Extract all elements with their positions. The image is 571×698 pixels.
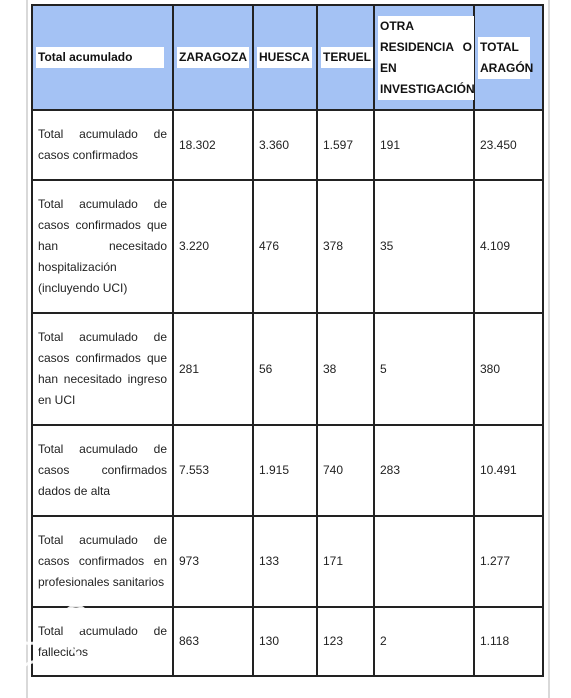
cell-zaragoza: 863 [173, 607, 253, 676]
row-label: Total acumulado de casos confirmados [32, 110, 173, 180]
row-label: Total acumulado de casos confirmados dados de alta [32, 425, 173, 516]
row-label: Total acumulado de casos confirmados que han necesitado ingreso en UCI [32, 313, 173, 425]
table-row [32, 607, 543, 676]
header-row [32, 5, 543, 110]
row-label: Total acumulado de casos confirmados que han necesitado hospitalización (incluyendo UCI) [32, 180, 173, 313]
cell-total: 4.109 [474, 180, 543, 313]
table-row [32, 313, 543, 425]
table-row [32, 180, 543, 313]
header-label: TERUEL [321, 47, 373, 68]
cell-teruel: 1.597 [317, 110, 374, 180]
cell-zaragoza: 3.220 [173, 180, 253, 313]
header-label: TOTAL ARAGÓN [478, 37, 530, 79]
cell-otra: 191 [374, 110, 474, 180]
row-label: Total acumulado de fallecidos [32, 607, 173, 676]
table-row [32, 425, 543, 516]
cell-total: 23.450 [474, 110, 543, 180]
header-total-aragon [474, 5, 543, 110]
cell-zaragoza: 18.302 [173, 110, 253, 180]
cell-zaragoza: 973 [173, 516, 253, 607]
table-row [32, 110, 543, 180]
cell-teruel: 378 [317, 180, 374, 313]
header-huesca [253, 5, 317, 110]
covid-cumulative-table [31, 4, 544, 677]
page-frame-left [26, 0, 28, 698]
cell-total: 1.118 [474, 607, 543, 676]
cell-otra: 5 [374, 313, 474, 425]
header-label: Total acumulado [36, 47, 164, 68]
row-label: Total acumulado de casos confirmados en profesionales sanitarios [32, 516, 173, 607]
header-label: OTRA RESIDENCIA O EN INVESTIGACIÓN [378, 16, 474, 100]
page-frame-right [548, 0, 550, 698]
cell-huesca: 476 [253, 180, 317, 313]
cell-huesca: 130 [253, 607, 317, 676]
header-label: ZARAGOZA [177, 47, 249, 68]
header-zaragoza [173, 5, 253, 110]
cell-teruel: 171 [317, 516, 374, 607]
cell-huesca: 3.360 [253, 110, 317, 180]
cell-zaragoza: 281 [173, 313, 253, 425]
cell-huesca: 1.915 [253, 425, 317, 516]
cell-total: 380 [474, 313, 543, 425]
cell-teruel: 123 [317, 607, 374, 676]
cell-huesca: 133 [253, 516, 317, 607]
cell-teruel: 740 [317, 425, 374, 516]
header-otra-residencia [374, 5, 474, 110]
header-label: HUESCA [257, 47, 312, 68]
cell-otra: 283 [374, 425, 474, 516]
header-teruel [317, 5, 374, 110]
cell-huesca: 56 [253, 313, 317, 425]
cell-otra: 35 [374, 180, 474, 313]
cell-teruel: 38 [317, 313, 374, 425]
cell-otra: 2 [374, 607, 474, 676]
cell-total: 10.491 [474, 425, 543, 516]
cell-total: 1.277 [474, 516, 543, 607]
header-total-acumulado [32, 5, 173, 110]
cell-otra [374, 516, 474, 607]
table-row [32, 516, 543, 607]
cell-zaragoza: 7.553 [173, 425, 253, 516]
